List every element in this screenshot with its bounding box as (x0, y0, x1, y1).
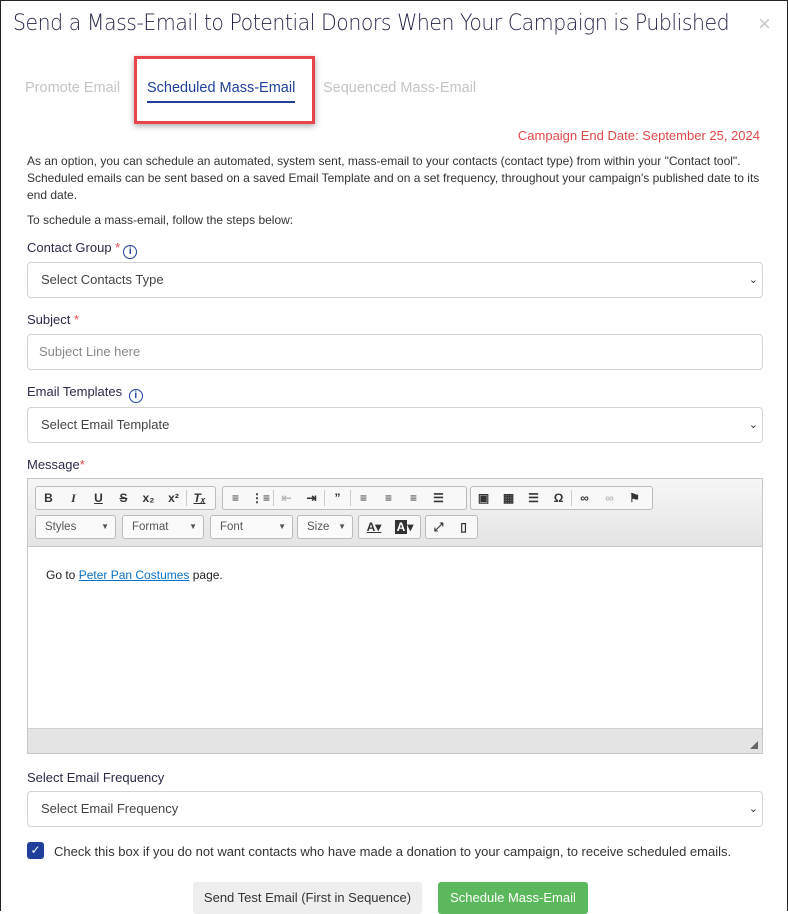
editor-toolbar (28, 479, 762, 547)
numbered-list-icon[interactable]: ≡ (231, 491, 239, 505)
bold-icon[interactable]: B (44, 491, 53, 505)
blockquote-icon[interactable]: ” (334, 491, 341, 505)
remove-format-icon[interactable]: Tₓ (193, 491, 206, 505)
font-dropdown[interactable]: Font ▼ (210, 515, 293, 539)
tab-scheduled-mass-email[interactable]: Scheduled Mass-Email (147, 80, 295, 103)
editor-content[interactable]: Go to Peter Pan Costumes page. (46, 568, 223, 582)
unlink-icon[interactable]: ∞ (605, 491, 614, 505)
anchor-flag-icon[interactable]: ⚑ (629, 491, 640, 505)
intro-text: As an option, you can schedule an automated, system sent, mass-email to your contacts (contact type) from within your "Contact tool". Scheduled emails can be sent based on a saved Email Template and on a set frequency, throughout your campaign's published date to its end date. (27, 154, 760, 202)
styles-dropdown[interactable]: Styles ▼ (35, 515, 116, 539)
message-label: Message* (27, 457, 85, 472)
maximize-icon[interactable]: ⤢ (433, 519, 444, 534)
image-icon[interactable]: ▣ (477, 491, 490, 505)
tab-promote-email[interactable]: Promote Email (25, 80, 121, 96)
align-center-icon[interactable]: ≡ (384, 491, 392, 505)
table-icon[interactable]: ▦ (502, 491, 515, 505)
message-editor (27, 478, 763, 754)
outdent-icon[interactable]: ⇤ (281, 491, 292, 505)
strikethrough-icon[interactable]: S (119, 491, 128, 505)
info-icon[interactable]: i (129, 389, 143, 403)
show-blocks-icon[interactable]: ▯ (460, 520, 467, 534)
italic-icon[interactable]: I (71, 490, 76, 505)
peter-pan-costumes-link[interactable]: Peter Pan Costumes (78, 568, 190, 582)
horizontal-line-icon[interactable]: ☰ (528, 491, 539, 505)
subject-label: Subject * (27, 312, 80, 327)
special-character-icon[interactable]: Ω (553, 491, 564, 505)
editor-status-bar (28, 728, 762, 753)
schedule-mass-email-button[interactable]: Schedule Mass-Email (438, 882, 588, 914)
email-template-select[interactable]: Select Email Template ⌄ (27, 407, 763, 443)
email-frequency-select[interactable]: Select Email Frequency ⌄ (27, 791, 763, 827)
resize-handle-icon[interactable] (750, 741, 758, 749)
steps-text: To schedule a mass-email, follow the steps below: (27, 213, 294, 227)
contact-group-label: Contact Group * i (27, 240, 137, 259)
text-color-icon[interactable]: A▾ (366, 520, 382, 534)
align-right-icon[interactable]: ≡ (409, 491, 417, 505)
close-icon[interactable]: × (758, 11, 771, 36)
dialog-title: Send a Mass-Email to Potential Donors When Your Campaign is Published (13, 11, 730, 36)
chevron-down-icon: ⌄ (748, 419, 758, 431)
chevron-down-icon: ⌄ (748, 274, 758, 286)
format-dropdown[interactable]: Format ▼ (122, 515, 204, 539)
subject-input[interactable]: Subject Line here (27, 334, 763, 370)
superscript-icon[interactable]: x² (168, 491, 179, 505)
align-left-icon[interactable]: ≡ (359, 491, 367, 505)
bullet-list-icon[interactable]: ⋮≡ (250, 491, 270, 505)
info-icon[interactable]: i (123, 245, 137, 259)
contact-group-select[interactable]: Select Contacts Type ⌄ (27, 262, 763, 298)
size-dropdown[interactable]: Size ▼ (297, 515, 353, 539)
chevron-down-icon: ⌄ (748, 803, 758, 815)
frequency-label: Select Email Frequency (27, 770, 165, 785)
tab-sequenced-mass-email[interactable]: Sequenced Mass-Email (323, 80, 477, 96)
link-icon[interactable]: ∞ (580, 491, 589, 505)
send-test-email-button[interactable]: Send Test Email (First in Sequence) (193, 882, 422, 914)
justify-icon[interactable]: ☰ (433, 491, 444, 505)
exclude-donors-checkbox[interactable]: ✓ (27, 842, 44, 859)
indent-icon[interactable]: ⇥ (306, 491, 317, 505)
subscript-icon[interactable]: x₂ (142, 491, 155, 505)
underline-icon[interactable]: U (94, 491, 103, 505)
background-color-icon[interactable]: A ▾ (396, 520, 414, 534)
email-templates-label: Email Templates i (27, 384, 143, 403)
exclude-donors-label: Check this box if you do not want contacts who have made a donation to your campaign, to receive scheduled emails. (54, 844, 732, 859)
campaign-end-date: Campaign End Date: September 25, 2024 (517, 128, 760, 143)
